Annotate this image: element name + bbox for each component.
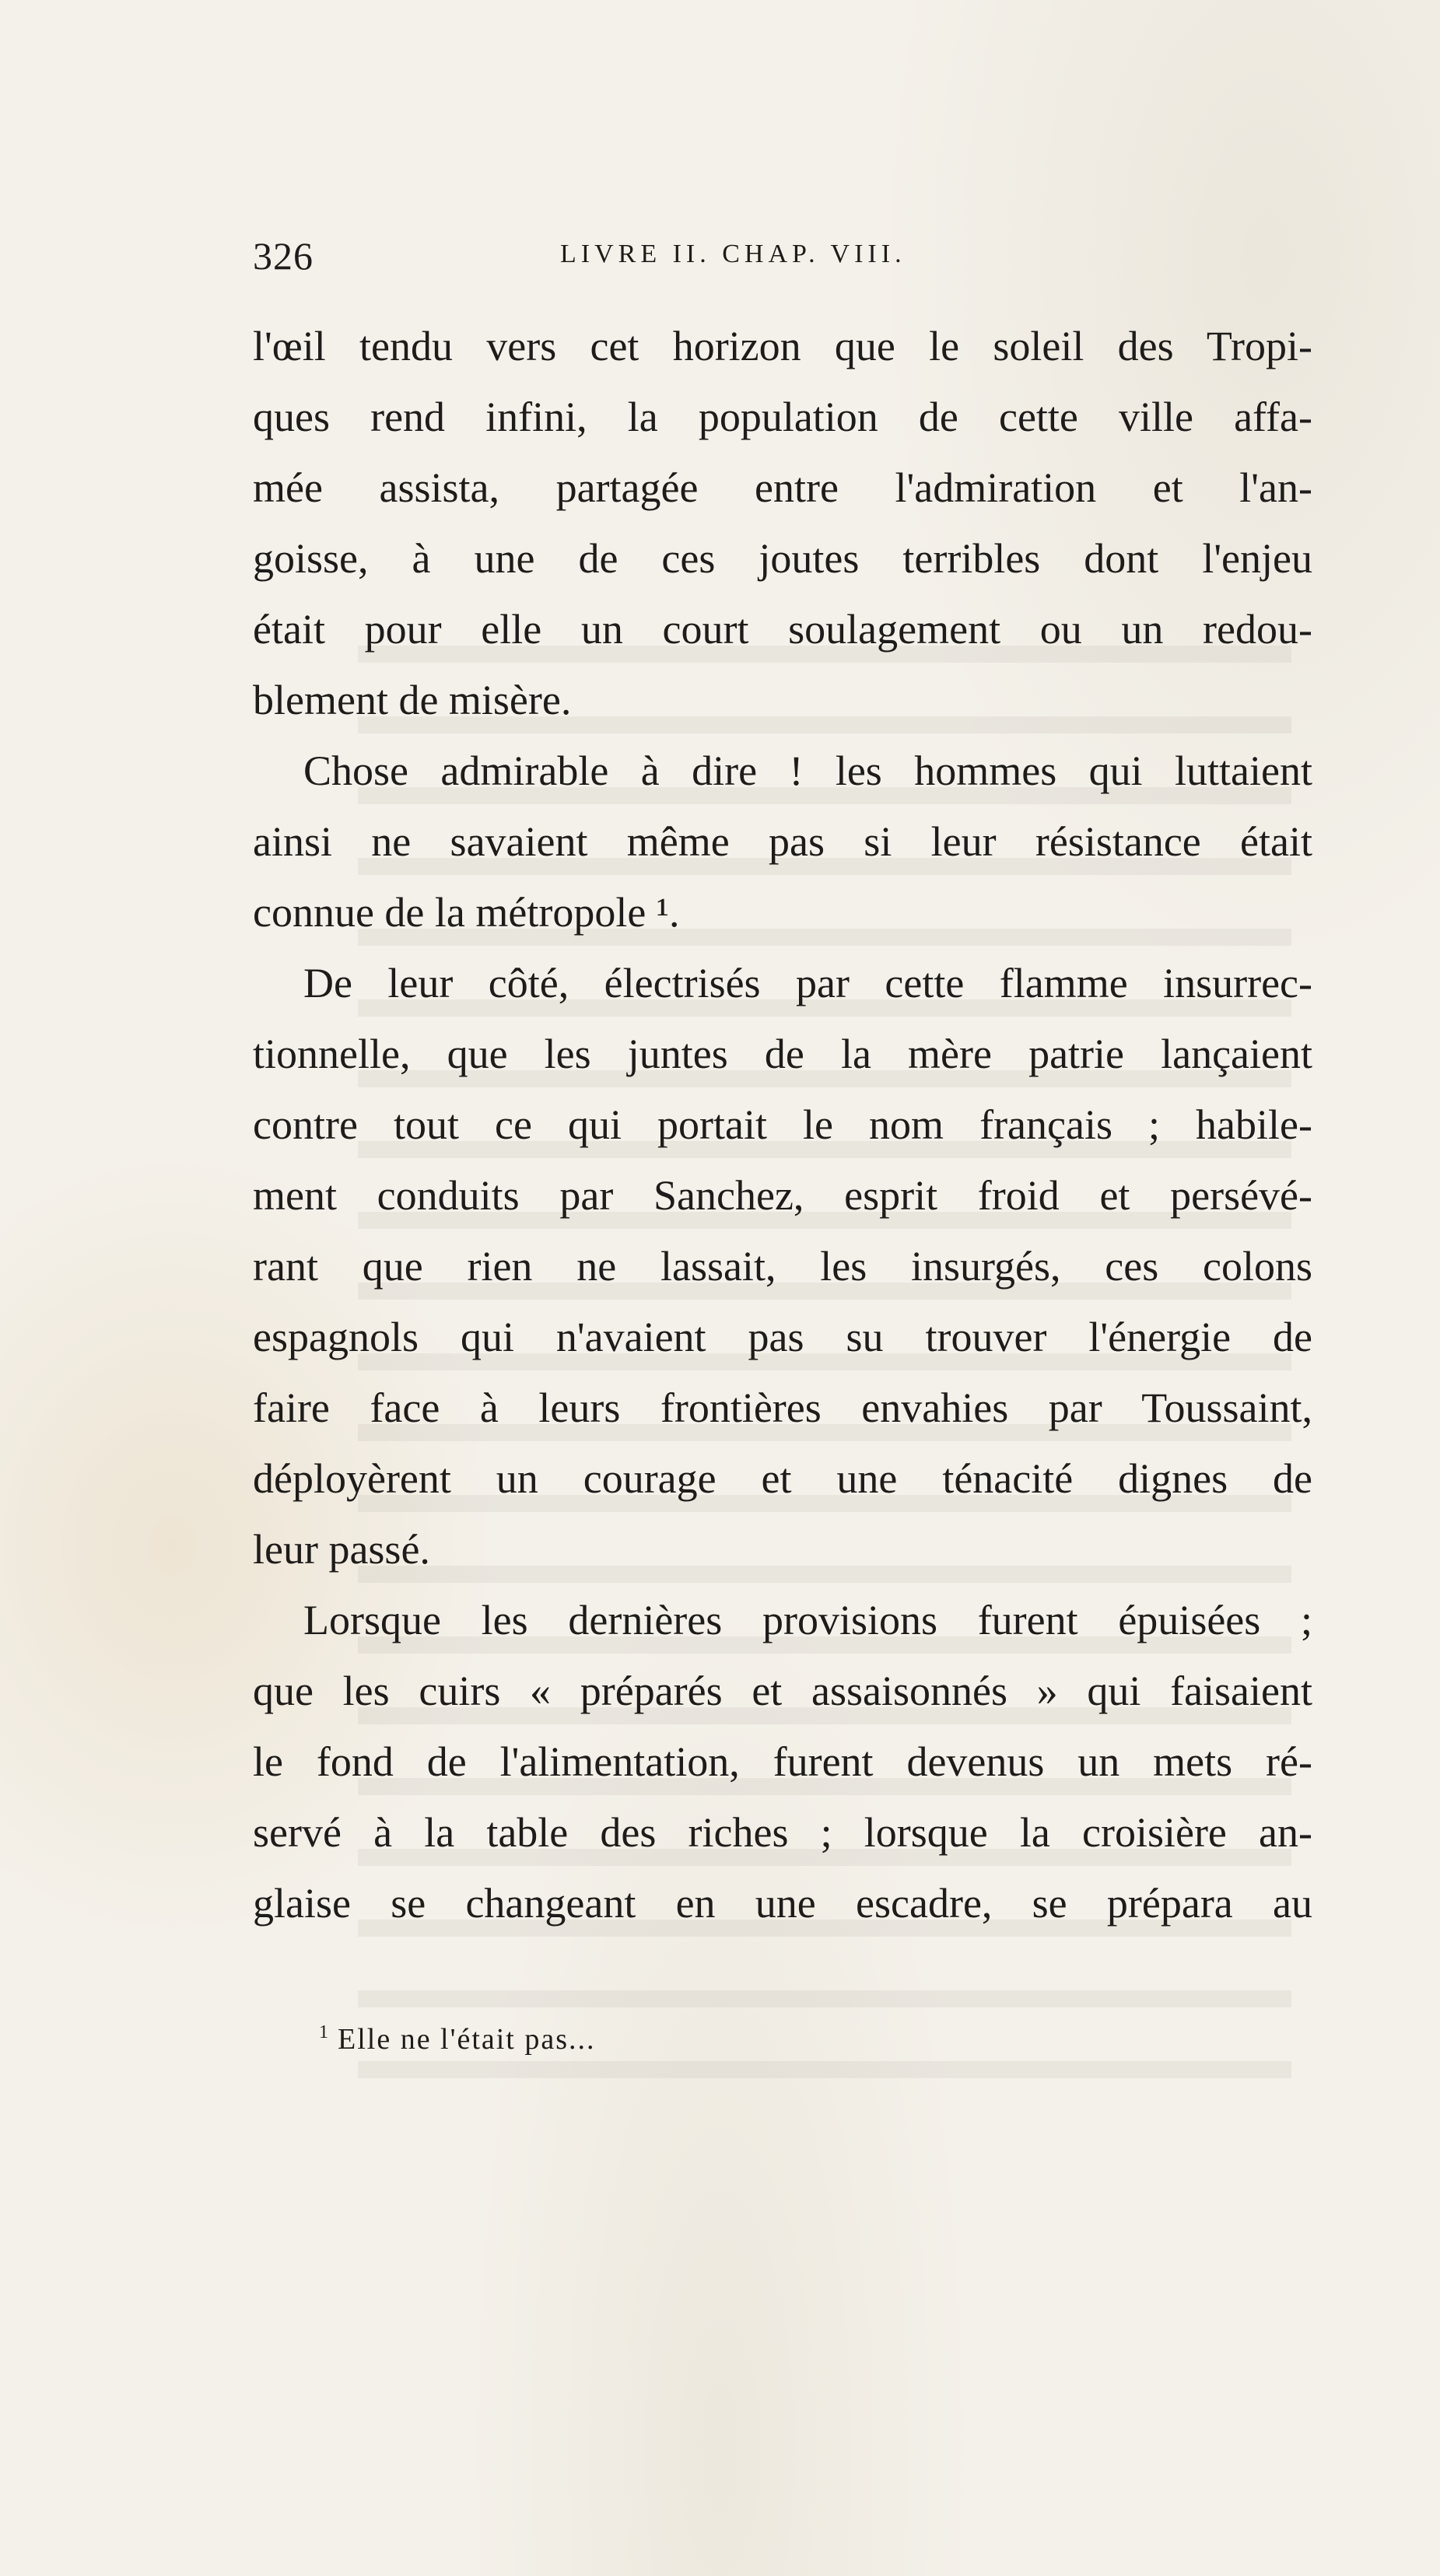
running-title: LIVRE II. CHAP. VIII. [560,240,906,268]
text-line: faire face à leurs frontières envahies par Toussaint, [253,1384,1312,1431]
page-number: 326 [253,234,314,278]
text-line: tionnelle, que les juntes de la mère patrie lançaient [253,1031,1312,1077]
text-line: ment conduits par Sanchez, esprit froid et persévé- [253,1172,1312,1219]
text-line: Lorsque les dernières provisions furent épuisées ; [303,1597,1312,1643]
text-line: glaise se changeant en une escadre, se prépara au [253,1880,1312,1927]
text-line: ainsi ne savaient même pas si leur résistance était [253,818,1312,865]
text-line: ques rend infini, la population de cette ville affa- [253,394,1312,440]
text-line: Chose admirable à dire ! les hommes qui luttaient [303,747,1312,794]
text-line: De leur côté, électrisés par cette flamme insurrec- [303,960,1312,1006]
text-line: goisse, à une de ces joutes terribles dont l'enjeu [253,535,1312,582]
text-line: l'œil tendu vers cet horizon que le soleil des Tropi- [253,323,1312,369]
text-line: déployèrent un courage et une ténacité dignes de [253,1455,1312,1502]
footnote-text: Elle ne l'était pas... [338,2023,596,2056]
footnote [319,2022,596,2056]
text-line: connue de la métropole ¹. [253,889,680,936]
text-line: le fond de l'alimentation, furent devenus un mets ré- [253,1738,1312,1785]
body-text [253,311,1312,1939]
text-line: blement de misère. [253,677,572,723]
text-line: rant que rien ne lassait, les insurgés, ces colons [253,1243,1312,1290]
text-line: contre tout ce qui portait le nom français ; habile- [253,1101,1312,1148]
text-line: leur passé. [253,1526,430,1573]
footnote-marker: 1 [319,2022,330,2043]
text-line: que les cuirs « préparés et assaisonnés » qui faisaient [253,1668,1312,1714]
running-head [253,233,1311,280]
text-line: mée assista, partagée entre l'admiration et l'an- [253,464,1312,511]
text-line: espagnols qui n'avaient pas su trouver l'énergie de [253,1314,1312,1360]
text-line: servé à la table des riches ; lorsque la croisière an- [253,1809,1312,1856]
text-line: était pour elle un court soulagement ou un redou- [253,606,1312,653]
